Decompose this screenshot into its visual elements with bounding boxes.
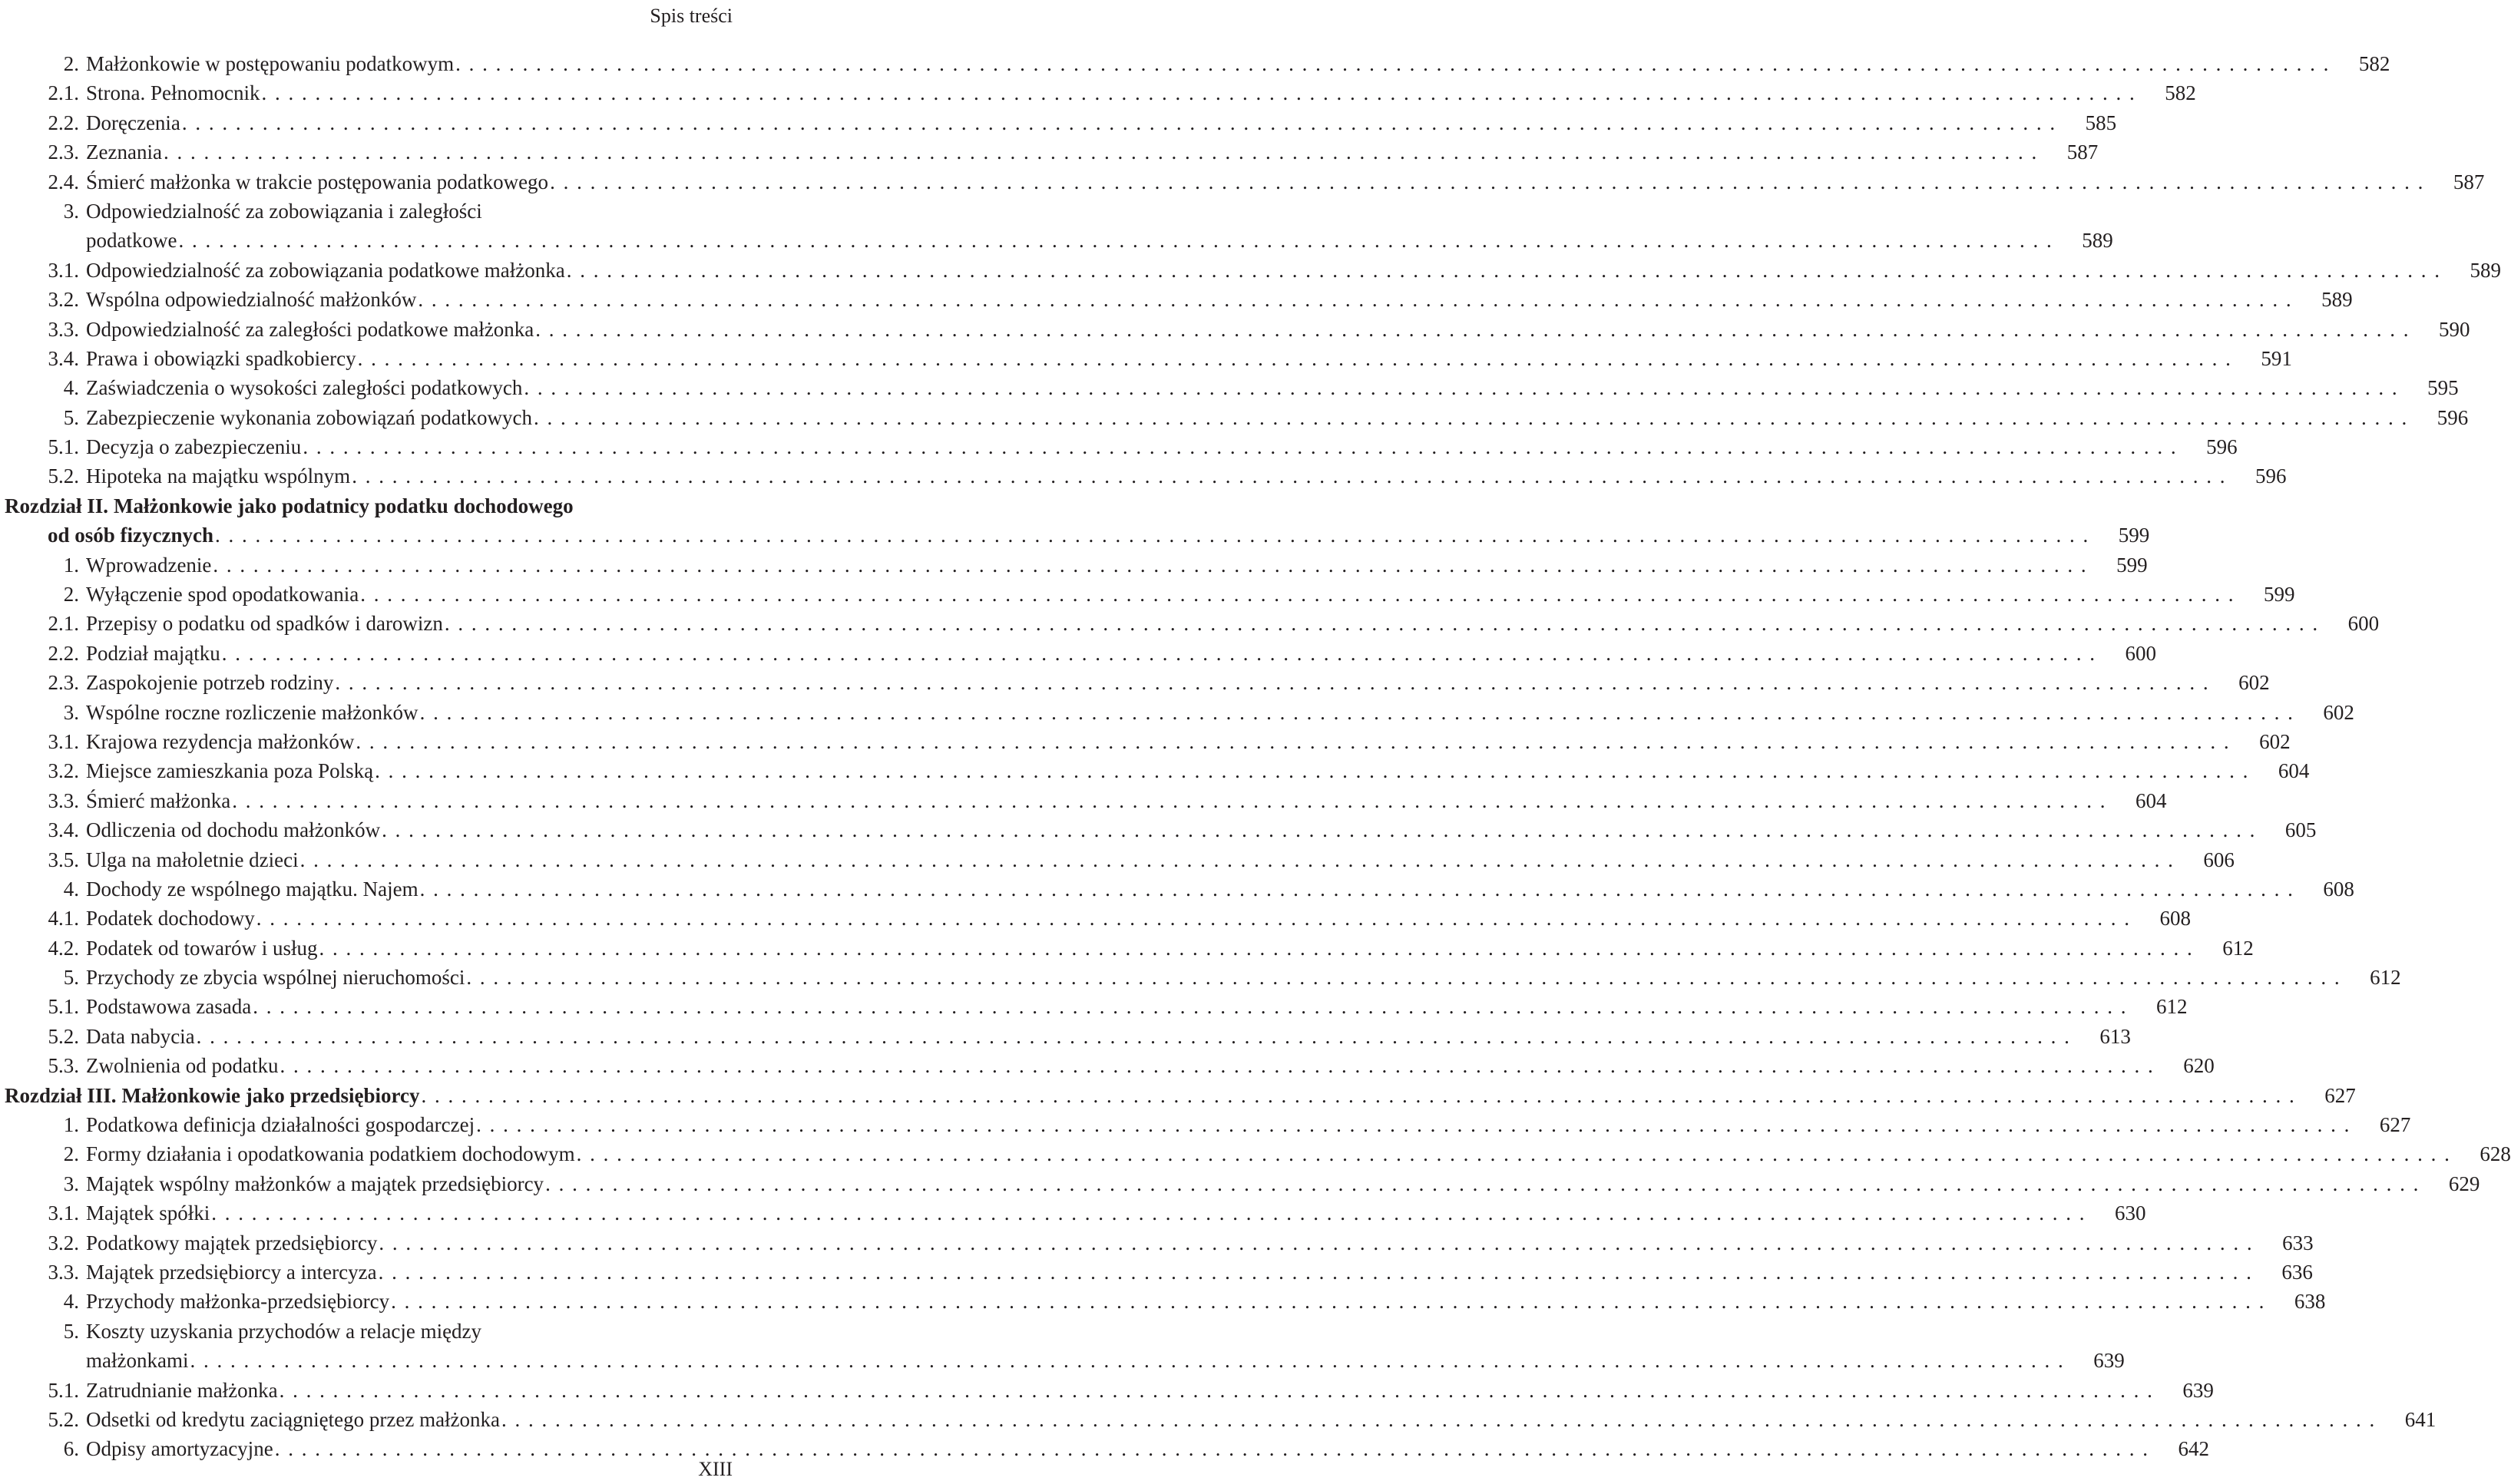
- toc-entry-title: podatkowe: [86, 229, 177, 253]
- toc-entry-number: 3.2.: [48, 288, 79, 312]
- toc-entry: [0, 78, 2196, 107]
- toc-entry-page-number: 613: [2099, 1024, 2131, 1048]
- toc-entry-title: od osób fizycznych: [48, 524, 213, 547]
- dot-leader: . . . . . . . . . . . . . . . . . . . . . . . . . . . . . . . . . . . . . . . . . . . . . . . . . . . . . . . . . . . . . . . . . . . . . . . . . . . . . . . . . . . . . . . . . . . . . . . . . . . . . . . . . . . . . . . . . . . . . . . . . . . . . . . . . . . . . . . . . . . .: [566, 258, 2442, 282]
- dot-leader: . . . . . . . . . . . . . . . . . . . . . . . . . . . . . . . . . . . . . . . . . . . . . . . . . . . . . . . . . . . . . . . . . . . . . . . . . . . . . . . . . . . . . . . . . . . . . . . . . . . . . . . . . . . . . . . . . . . . . . . . . . . . . . . . . . . . . . . . . . . .: [524, 376, 2399, 400]
- toc-entry-page-number: 600: [2347, 612, 2380, 636]
- dot-leader: . . . . . . . . . . . . . . . . . . . . . . . . . . . . . . . . . . . . . . . . . . . . . . . . . . . . . . . . . . . . . . . . . . . . . . . . . . . . . . . . . . . . . . . . . . . . . . . . . . . . . . . . . . . . . . . . . . . . . . . . . . . . . . . . . . . . . . . . . . . .: [375, 759, 2250, 783]
- toc-entry-number: 4.2.: [48, 936, 79, 960]
- toc-entry-title: Decyzja o zabezpieczeniu: [86, 435, 302, 459]
- toc-entry-page-number: 608: [2323, 877, 2354, 901]
- toc-entry-number: 3.: [63, 700, 79, 724]
- toc-entry-number: 2.3.: [48, 671, 79, 695]
- toc-entry-page-number: 596: [2437, 405, 2469, 429]
- toc-entry-number: 5.3.: [48, 1054, 79, 1078]
- dot-leader: . . . . . . . . . . . . . . . . . . . . . . . . . . . . . . . . . . . . . . . . . . . . . . . . . . . . . . . . . . . . . . . . . . . . . . . . . . . . . . . . . . . . . . . . . . . . . . . . . . . . . . . . . . . . . . . . . . . . . . . . . . . . . . . . . . . . . . . . . . . .: [535, 317, 2410, 341]
- dot-leader: . . . . . . . . . . . . . . . . . . . . . . . . . . . . . . . . . . . . . . . . . . . . . . . . . . . . . . . . . . . . . . . . . . . . . . . . . . . . . . . . . . . . . . . . . . . . . . . . . . . . . . . . . . . . . . . . . . . . . . . . . . . . . . . . . . . . . . . . . . . .: [190, 1349, 2065, 1373]
- toc-entry-page-number: 596: [2255, 464, 2287, 488]
- toc-entry-page-number: 630: [2114, 1201, 2146, 1225]
- toc-entry-title: Przychody małżonka-przedsiębiorcy: [86, 1290, 390, 1314]
- dot-leader: . . . . . . . . . . . . . . . . . . . . . . . . . . . . . . . . . . . . . . . . . . . . . . . . . . . . . . . . . . . . . . . . . . . . . . . . . . . . . . . . . . . . . . . . . . . . . . . . . . . . . . . . . . . . . . . . . . . . . . . . . . . . . . . . . . . . . . . . . . . .: [253, 995, 2128, 1019]
- toc-entry: [0, 491, 737, 521]
- toc-entry: [0, 786, 2167, 815]
- toc-entry-title: Odpowiedzialność za zaległości podatkowe małżonka: [86, 317, 534, 341]
- toc-entry-number: 5.2.: [48, 1407, 79, 1431]
- dot-leader: . . . . . . . . . . . . . . . . . . . . . . . . . . . . . . . . . . . . . . . . . . . . . . . . . . . . . . . . . . . . . . . . . . . . . . . . . . . . . . . . . . . . . . . . . . . . . . . . . . . . . . . . . . . . . . . . . . . . . . . . . . . . . . . . . . . . . . . . . . . .: [213, 553, 2088, 577]
- dot-leader: . . . . . . . . . . . . . . . . . . . . . . . . . . . . . . . . . . . . . . . . . . . . . . . . . . . . . . . . . . . . . . . . . . . . . . . . . . . . . . . . . . . . . . . . . . . . . . . . . . . . . . . . . . . . . . . . . . . . . . . . . . . . . . . . . . . . . . . . . . . .: [303, 435, 2178, 459]
- toc-entry: [0, 137, 2099, 167]
- dot-leader: . . . . . . . . . . . . . . . . . . . . . . . . . . . . . . . . . . . . . . . . . . . . . . . . . . . . . . . . . . . . . . . . . . . . . . . . . . . . . . . . . . . . . . . . . . . . . . . . . . . . . . . . . . . . . . . . . . . . . . . . . . . . . . . . . . . . . . . . . . . .: [280, 1054, 2155, 1078]
- toc-entry: [0, 344, 2292, 373]
- dot-leader: . . . . . . . . . . . . . . . . . . . . . . . . . . . . . . . . . . . . . . . . . . . . . . . . . . . . . . . . . . . . . . . . . . . . . . . . . . . . . . . . . . . . . . . . . . . . . . . . . . . . . . . . . . . . . . . . . . . . . . . . . . . . . . . . . . . . . . . . . . . .: [421, 1083, 2296, 1107]
- dot-leader: . . . . . . . . . . . . . . . . . . . . . . . . . . . . . . . . . . . . . . . . . . . . . . . . . . . . . . . . . . . . . . . . . . . . . . . . . . . . . . . . . . . . . . . . . . . . . . . . . . . . . . . . . . . . . . . . . . . . . . . . . . . . . . . . . . . . . . . . . . . .: [576, 1142, 2451, 1166]
- toc-entry-number: 3.2.: [48, 759, 79, 783]
- toc-entry-page-number: 595: [2427, 376, 2459, 400]
- toc-entry-number: 4.: [63, 1290, 79, 1314]
- dot-leader: . . . . . . . . . . . . . . . . . . . . . . . . . . . . . . . . . . . . . . . . . . . . . . . . . . . . . . . . . . . . . . . . . . . . . . . . . . . . . . . . . . . . . . . . . . . . . . . . . . . . . . . . . . . . . . . . . . . . . . . . . . . . . . . . . . . . . . . . . . . .: [391, 1290, 2266, 1314]
- toc-entry-title: małżonkami: [86, 1349, 189, 1373]
- toc-entry-page-number: 639: [2182, 1378, 2214, 1402]
- toc-entry: [0, 1346, 2125, 1375]
- toc-entry-title: Wspólna odpowiedzialność małżonków: [86, 288, 417, 312]
- dot-leader: . . . . . . . . . . . . . . . . . . . . . . . . . . . . . . . . . . . . . . . . . . . . . . . . . . . . . . . . . . . . . . . . . . . . . . . . . . . . . . . . . . . . . . . . . . . . . . . . . . . . . . . . . . . . . . . . . . . . . . . . . . . . . . . . . . . . . . . . . . . .: [419, 700, 2294, 724]
- toc-entry: [0, 256, 2502, 285]
- toc-entry-number: 3.1.: [48, 1201, 79, 1225]
- toc-entry-title: Majątek spółki: [86, 1201, 210, 1225]
- toc-entry: [0, 1110, 2411, 1139]
- toc-entry-number: Rozdział II.: [5, 494, 108, 517]
- toc-entry-title: Odpowiedzialność za zobowiązania podatkowe małżonka: [86, 258, 565, 282]
- toc-entry-page-number: 585: [2085, 111, 2117, 134]
- toc-entry-page-number: 628: [2480, 1142, 2511, 1166]
- toc-entry: [0, 756, 2310, 785]
- dot-leader: . . . . . . . . . . . . . . . . . . . . . . . . . . . . . . . . . . . . . . . . . . . . . . . . . . . . . . . . . . . . . . . . . . . . . . . . . . . . . . . . . . . . . . . . . . . . . . . . . . . . . . . . . . . . . . . . . . . . . . . . . . . . . . . . . . . . . . . . . . . .: [232, 788, 2107, 812]
- toc-entry-title: Odliczenia od dochodu małżonków: [86, 818, 381, 842]
- toc-entry-title: Małżonkowie w postępowaniu podatkowym: [86, 51, 455, 75]
- toc-entry-page-number: 639: [2093, 1349, 2125, 1373]
- toc-entry-page-number: 604: [2135, 788, 2167, 812]
- toc-entry: [0, 1228, 2314, 1258]
- dot-leader: . . . . . . . . . . . . . . . . . . . . . . . . . . . . . . . . . . . . . . . . . . . . . . . . . . . . . . . . . . . . . . . . . . . . . . . . . . . . . . . . . . . . . . . . . . . . . . . . . . . . . . . . . . . . . . . . . . . . . . . . . . . . . . . . . . . . . . . . . . . .: [550, 170, 2425, 193]
- toc-entry-title: Koszty uzyskania przychodów a relacje między: [86, 1319, 482, 1343]
- toc-entry-title: Odpowiedzialność za zobowiązania i zaległości: [86, 199, 482, 223]
- dot-leader: . . . . . . . . . . . . . . . . . . . . . . . . . . . . . . . . . . . . . . . . . . . . . . . . . . . . . . . . . . . . . . . . . . . . . . . . . . . . . . . . . . . . . . . . . . . . . . . . . . . . . . . . . . . . . . . . . . . . . . . . . . . . . . . . . . . . . . . . . . . .: [419, 877, 2294, 901]
- toc-entry: [0, 1051, 2215, 1080]
- toc-entry-page-number: 599: [2264, 583, 2295, 606]
- dot-leader: . . . . . . . . . . . . . . . . . . . . . . . . . . . . . . . . . . . . . . . . . . . . . . . . . . . . . . . . . . . . . . . . . . . . . . . . . . . . . . . . . . . . . . . . . . . . . . . . . . . . . . . . . . . . . . . . . . . . . . . . . . . . . . . . . . . . . . . . . . . .: [163, 140, 2039, 164]
- dot-leader: . . . . . . . . . . . . . . . . . . . . . . . . . . . . . . . . . . . . . . . . . . . . . . . . . . . . . . . . . . . . . . . . . . . . . . . . . . . . . . . . . . . . . . . . . . . . . . . . . . . . . . . . . . . . . . . . . . . . . . . . . . . . . . . . . . . . . . . . . . . .: [382, 818, 2257, 842]
- toc-entry-number: 1.: [63, 553, 79, 577]
- toc-entry-title: Data nabycia: [86, 1024, 195, 1048]
- toc-entry-number: 2.3.: [48, 140, 79, 164]
- toc-entry-number: 5.1.: [48, 995, 79, 1019]
- toc-entry-title: Doręczenia: [86, 111, 180, 134]
- toc-entry-page-number: 605: [2284, 818, 2317, 842]
- toc-entry-page-number: 599: [2116, 553, 2148, 577]
- dot-leader: . . . . . . . . . . . . . . . . . . . . . . . . . . . . . . . . . . . . . . . . . . . . . . . . . . . . . . . . . . . . . . . . . . . . . . . . . . . . . . . . . . . . . . . . . . . . . . . . . . . . . . . . . . . . . . . . . . . . . . . . . . . . . . . . . . . . . . . . . . . .: [319, 936, 2194, 960]
- toc-entry-number: 3.1.: [48, 258, 79, 282]
- toc-entry-title: Strona. Pełnomocnik: [86, 81, 260, 105]
- toc-entry-title: Podstawowa zasada: [86, 995, 252, 1019]
- toc-entry: [0, 1317, 737, 1346]
- dot-leader: . . . . . . . . . . . . . . . . . . . . . . . . . . . . . . . . . . . . . . . . . . . . . . . . . . . . . . . . . . . . . . . . . . . . . . . . . . . . . . . . . . . . . . . . . . . . . . . . . . . . . . . . . . . . . . . . . . . . . . . . . . . . . . . . . . . . . . . . . . . .: [335, 671, 2210, 695]
- toc-entry-title: Zwolnienia od podatku: [86, 1054, 279, 1078]
- toc-entry-title: Przepisy o podatku od spadków i darowizn: [86, 612, 443, 636]
- toc-entry-page-number: 606: [2203, 848, 2235, 871]
- toc-entry: [0, 904, 2191, 933]
- toc-entry: [0, 609, 2380, 638]
- dot-leader: . . . . . . . . . . . . . . . . . . . . . . . . . . . . . . . . . . . . . . . . . . . . . . . . . . . . . . . . . . . . . . . . . . . . . . . . . . . . . . . . . . . . . . . . . . . . . . . . . . . . . . . . . . . . . . . . . . . . . . . . . . . . . . . . . . . . . . . . . . . .: [545, 1172, 2420, 1195]
- toc-entry-number: 5.2.: [48, 464, 79, 488]
- dot-leader: . . . . . . . . . . . . . . . . . . . . . . . . . . . . . . . . . . . . . . . . . . . . . . . . . . . . . . . . . . . . . . . . . . . . . . . . . . . . . . . . . . . . . . . . . . . . . . . . . . . . . . . . . . . . . . . . . . . . . . . . . . . . . . . . . . . . . . . . . . . .: [357, 346, 2232, 370]
- toc-entry-number: 3.: [63, 199, 79, 223]
- toc-entry-number: 2.1.: [48, 612, 79, 636]
- toc-entry-title: Zaspokojenie potrzeb rodziny: [86, 671, 334, 695]
- toc-entry-title: Wprowadzenie: [86, 553, 212, 577]
- toc-entry-title: Wspólne roczne rozliczenie małżonków: [86, 700, 418, 724]
- toc-entry: [0, 373, 2459, 402]
- toc-entry-page-number: 602: [2259, 729, 2291, 753]
- dot-leader: . . . . . . . . . . . . . . . . . . . . . . . . . . . . . . . . . . . . . . . . . . . . . . . . . . . . . . . . . . . . . . . . . . . . . . . . . . . . . . . . . . . . . . . . . . . . . . . . . . . . . . . . . . . . . . . . . . . . . . . . . . . . . . . . . . . . . . . . . . . .: [256, 907, 2131, 930]
- toc-entry: [0, 815, 2317, 844]
- toc-entry-title: Zaświadczenia o wysokości zaległości podatkowych: [86, 376, 523, 400]
- toc-entry-number: 3.2.: [48, 1231, 79, 1254]
- toc-entry-number: 2.1.: [48, 81, 79, 105]
- toc-entry: [0, 1022, 2131, 1051]
- toc-entry-number: 5.1.: [48, 1378, 79, 1402]
- toc-entry-page-number: 587: [2066, 140, 2099, 164]
- toc-entry-number: 3.: [63, 1172, 79, 1195]
- toc-entry-page-number: 612: [2370, 966, 2401, 990]
- toc-entry-title: Majątek przedsiębiorcy a intercyza: [86, 1261, 377, 1284]
- toc-entry: [0, 874, 2354, 904]
- toc-entry: [0, 1081, 2356, 1110]
- toc-entry: [0, 1434, 2209, 1463]
- dot-leader: . . . . . . . . . . . . . . . . . . . . . . . . . . . . . . . . . . . . . . . . . . . . . . . . . . . . . . . . . . . . . . . . . . . . . . . . . . . . . . . . . . . . . . . . . . . . . . . . . . . . . . . . . . . . . . . . . . . . . . . . . . . . . . . . . . . . . . . . . . . .: [274, 1437, 2149, 1461]
- toc-entry-page-number: 589: [2321, 288, 2353, 312]
- toc-entry-number: 5.1.: [48, 435, 79, 459]
- dot-leader: . . . . . . . . . . . . . . . . . . . . . . . . . . . . . . . . . . . . . . . . . . . . . . . . . . . . . . . . . . . . . . . . . . . . . . . . . . . . . . . . . . . . . . . . . . . . . . . . . . . . . . . . . . . . . . . . . . . . . . . . . . . . . . . . . . . . . . . . . . . .: [261, 81, 2136, 105]
- table-of-contents: [0, 49, 2511, 1464]
- toc-entry-title: Odpisy amortyzacyjne: [86, 1437, 273, 1461]
- toc-entry-page-number: 604: [2278, 759, 2310, 783]
- toc-entry-page-number: 590: [2439, 317, 2470, 341]
- dot-leader: . . . . . . . . . . . . . . . . . . . . . . . . . . . . . . . . . . . . . . . . . . . . . . . . . . . . . . . . . . . . . . . . . . . . . . . . . . . . . . . . . . . . . . . . . . . . . . . . . . . . . . . . . . . . . . . . . . . . . . . . . . . . . . . . . . . . . . . . . . . .: [196, 1024, 2071, 1048]
- dot-leader: . . . . . . . . . . . . . . . . . . . . . . . . . . . . . . . . . . . . . . . . . . . . . . . . . . . . . . . . . . . . . . . . . . . . . . . . . . . . . . . . . . . . . . . . . . . . . . . . . . . . . . . . . . . . . . . . . . . . . . . . . . . . . . . . . . . . . . . . . . . .: [501, 1407, 2377, 1431]
- toc-entry: [0, 461, 2287, 491]
- toc-entry: [0, 1405, 2437, 1434]
- toc-entry: [0, 639, 2156, 668]
- dot-leader: . . . . . . . . . . . . . . . . . . . . . . . . . . . . . . . . . . . . . . . . . . . . . . . . . . . . . . . . . . . . . . . . . . . . . . . . . . . . . . . . . . . . . . . . . . . . . . . . . . . . . . . . . . . . . . . . . . . . . . . . . . . . . . . . . . . . . . . . . . . .: [466, 966, 2341, 990]
- toc-entry: [0, 49, 2390, 78]
- toc-entry-number: 3.3.: [48, 788, 79, 812]
- toc-entry: [0, 1258, 2313, 1287]
- page-number: XIII: [698, 1458, 733, 1480]
- toc-entry-page-number: 602: [2323, 700, 2354, 724]
- toc-entry: [0, 698, 2354, 727]
- toc-entry-number: 5.: [63, 966, 79, 990]
- toc-entry: [0, 315, 2470, 344]
- toc-entry-title: Zeznania: [86, 140, 162, 164]
- toc-entry-number: 3.5.: [48, 848, 79, 871]
- toc-entry: [0, 845, 2235, 874]
- running-head: Spis treści: [650, 5, 733, 27]
- toc-entry-title: Dochody ze wspólnego majątku. Najem: [86, 877, 418, 901]
- dot-leader: . . . . . . . . . . . . . . . . . . . . . . . . . . . . . . . . . . . . . . . . . . . . . . . . . . . . . . . . . . . . . . . . . . . . . . . . . . . . . . . . . . . . . . . . . . . . . . . . . . . . . . . . . . . . . . . . . . . . . . . . . . . . . . . . . . . . . . . . . . . .: [178, 229, 2053, 253]
- toc-entry: [0, 934, 2254, 963]
- toc-entry-title: Małżonkowie jako podatnicy podatku dochodowego: [114, 494, 574, 517]
- toc-entry-page-number: 591: [2261, 346, 2292, 370]
- toc-entry-title: Zabezpieczenie wykonania zobowiązań podatkowych: [86, 405, 532, 429]
- dot-leader: . . . . . . . . . . . . . . . . . . . . . . . . . . . . . . . . . . . . . . . . . . . . . . . . . . . . . . . . . . . . . . . . . . . . . . . . . . . . . . . . . . . . . . . . . . . . . . . . . . . . . . . . . . . . . . . . . . . . . . . . . . . . . . . . . . . . . . . . . . . .: [352, 464, 2227, 488]
- toc-entry: [0, 521, 2150, 550]
- toc-entry-page-number: 589: [2082, 229, 2113, 253]
- toc-entry-title: Ulga na małoletnie dzieci: [86, 848, 299, 871]
- toc-entry-page-number: 596: [2206, 435, 2238, 459]
- dot-leader: . . . . . . . . . . . . . . . . . . . . . . . . . . . . . . . . . . . . . . . . . . . . . . . . . . . . . . . . . . . . . . . . . . . . . . . . . . . . . . . . . . . . . . . . . . . . . . . . . . . . . . . . . . . . . . . . . . . . . . . . . . . . . . . . . . . . . . . . . . . .: [534, 405, 2409, 429]
- toc-entry-page-number: 612: [2222, 936, 2254, 960]
- toc-entry: [0, 550, 2148, 580]
- toc-entry-number: 3.3.: [48, 317, 79, 341]
- toc-entry-page-number: 582: [2165, 81, 2196, 105]
- dot-leader: . . . . . . . . . . . . . . . . . . . . . . . . . . . . . . . . . . . . . . . . . . . . . . . . . . . . . . . . . . . . . . . . . . . . . . . . . . . . . . . . . . . . . . . . . . . . . . . . . . . . . . . . . . . . . . . . . . . . . . . . . . . . . . . . . . . . . . . . . . . .: [476, 1113, 2351, 1137]
- dot-leader: . . . . . . . . . . . . . . . . . . . . . . . . . . . . . . . . . . . . . . . . . . . . . . . . . . . . . . . . . . . . . . . . . . . . . . . . . . . . . . . . . . . . . . . . . . . . . . . . . . . . . . . . . . . . . . . . . . . . . . . . . . . . . . . . . . . . . . . . . . . .: [455, 51, 2331, 75]
- toc-entry-page-number: 600: [2125, 641, 2156, 665]
- dot-leader: . . . . . . . . . . . . . . . . . . . . . . . . . . . . . . . . . . . . . . . . . . . . . . . . . . . . . . . . . . . . . . . . . . . . . . . . . . . . . . . . . . . . . . . . . . . . . . . . . . . . . . . . . . . . . . . . . . . . . . . . . . . . . . . . . . . . . . . . . . . .: [418, 288, 2293, 312]
- toc-entry: [0, 993, 2188, 1022]
- toc-entry-number: 4.: [63, 376, 79, 400]
- toc-entry-page-number: 642: [2178, 1437, 2209, 1461]
- toc-entry-title: Podatek od towarów i usług: [86, 936, 318, 960]
- toc-entry-title: Odsetki od kredytu zaciągniętego przez małżonka: [86, 1407, 501, 1431]
- toc-entry-page-number: 582: [2358, 51, 2390, 75]
- toc-entry-page-number: 599: [2118, 524, 2150, 547]
- toc-entry-title: Małżonkowie jako przedsiębiorcy: [121, 1083, 420, 1107]
- toc-entry-number: 5.: [63, 1319, 79, 1343]
- toc-entry-number: 3.4.: [48, 346, 79, 370]
- toc-entry-number: 2.2.: [48, 111, 79, 134]
- toc-entry-page-number: 636: [2281, 1261, 2313, 1284]
- toc-entry: [0, 197, 737, 226]
- toc-entry: [0, 727, 2291, 756]
- toc-entry-page-number: 641: [2404, 1407, 2437, 1431]
- toc-entry: [0, 580, 2295, 609]
- toc-entry-number: 2.2.: [48, 641, 79, 665]
- toc-entry: [0, 1376, 2214, 1405]
- toc-entry-page-number: 627: [2324, 1083, 2356, 1107]
- toc-entry-page-number: 602: [2238, 671, 2270, 695]
- toc-entry-title: Hipoteka na majątku wspólnym: [86, 464, 351, 488]
- toc-entry: [0, 403, 2469, 432]
- toc-entry-number: 3.4.: [48, 818, 79, 842]
- toc-entry: [0, 963, 2401, 992]
- dot-leader: . . . . . . . . . . . . . . . . . . . . . . . . . . . . . . . . . . . . . . . . . . . . . . . . . . . . . . . . . . . . . . . . . . . . . . . . . . . . . . . . . . . . . . . . . . . . . . . . . . . . . . . . . . . . . . . . . . . . . . . . . . . . . . . . . . . . . . . . . . . .: [221, 641, 2096, 665]
- dot-leader: . . . . . . . . . . . . . . . . . . . . . . . . . . . . . . . . . . . . . . . . . . . . . . . . . . . . . . . . . . . . . . . . . . . . . . . . . . . . . . . . . . . . . . . . . . . . . . . . . . . . . . . . . . . . . . . . . . . . . . . . . . . . . . . . . . . . . . . . . . . .: [356, 729, 2231, 753]
- toc-entry-page-number: 633: [2282, 1231, 2314, 1254]
- dot-leader: . . . . . . . . . . . . . . . . . . . . . . . . . . . . . . . . . . . . . . . . . . . . . . . . . . . . . . . . . . . . . . . . . . . . . . . . . . . . . . . . . . . . . . . . . . . . . . . . . . . . . . . . . . . . . . . . . . . . . . . . . . . . . . . . . . . . . . . . . . . .: [379, 1231, 2254, 1254]
- toc-entry-number: 1.: [63, 1113, 79, 1137]
- toc-entry-number: 3.3.: [48, 1261, 79, 1284]
- toc-entry-number: 4.: [63, 877, 79, 901]
- toc-entry-title: Śmierć małżonka: [86, 788, 231, 812]
- toc-entry-title: Zatrudnianie małżonka: [86, 1378, 278, 1402]
- toc-entry: [0, 432, 2238, 461]
- toc-entry-page-number: 589: [2470, 258, 2502, 282]
- toc-entry-page-number: 629: [2448, 1172, 2480, 1195]
- toc-entry-page-number: 612: [2155, 995, 2188, 1019]
- toc-entry-title: Podatkowa definicja działalności gospodarczej: [86, 1113, 475, 1137]
- dot-leader: . . . . . . . . . . . . . . . . . . . . . . . . . . . . . . . . . . . . . . . . . . . . . . . . . . . . . . . . . . . . . . . . . . . . . . . . . . . . . . . . . . . . . . . . . . . . . . . . . . . . . . . . . . . . . . . . . . . . . . . . . . . . . . . . . . . . . . . . . . . .: [360, 583, 2235, 606]
- toc-entry-page-number: 627: [2379, 1113, 2411, 1137]
- dot-leader: . . . . . . . . . . . . . . . . . . . . . . . . . . . . . . . . . . . . . . . . . . . . . . . . . . . . . . . . . . . . . . . . . . . . . . . . . . . . . . . . . . . . . . . . . . . . . . . . . . . . . . . . . . . . . . . . . . . . . . . . . . . . . . . . . . . . . . . . . . . .: [181, 111, 2057, 134]
- dot-leader: . . . . . . . . . . . . . . . . . . . . . . . . . . . . . . . . . . . . . . . . . . . . . . . . . . . . . . . . . . . . . . . . . . . . . . . . . . . . . . . . . . . . . . . . . . . . . . . . . . . . . . . . . . . . . . . . . . . . . . . . . . . . . . . . . . . . . . . . . . . .: [444, 612, 2320, 636]
- toc-entry-title: Prawa i obowiązki spadkobiercy: [86, 346, 356, 370]
- toc-entry: [0, 226, 2113, 255]
- toc-entry-page-number: 620: [2183, 1054, 2215, 1078]
- toc-entry-title: Krajowa rezydencja małżonków: [86, 729, 355, 753]
- toc-entry-number: 5.2.: [48, 1024, 79, 1048]
- toc-entry: [0, 1169, 2480, 1198]
- toc-entry: [0, 1198, 2146, 1228]
- dot-leader: . . . . . . . . . . . . . . . . . . . . . . . . . . . . . . . . . . . . . . . . . . . . . . . . . . . . . . . . . . . . . . . . . . . . . . . . . . . . . . . . . . . . . . . . . . . . . . . . . . . . . . . . . . . . . . . . . . . . . . . . . . . . . . . . . . . . . . . . . . . .: [211, 1201, 2086, 1225]
- toc-entry-title: Miejsce zamieszkania poza Polską: [86, 759, 374, 783]
- toc-entry: [0, 668, 2270, 697]
- toc-entry: [0, 167, 2485, 197]
- toc-entry-title: Śmierć małżonka w trakcie postępowania podatkowego: [86, 170, 549, 193]
- toc-entry-number: 3.1.: [48, 729, 79, 753]
- toc-entry-number: 5.: [63, 405, 79, 429]
- toc-entry-title: Podatek dochodowy: [86, 907, 255, 930]
- dot-leader: . . . . . . . . . . . . . . . . . . . . . . . . . . . . . . . . . . . . . . . . . . . . . . . . . . . . . . . . . . . . . . . . . . . . . . . . . . . . . . . . . . . . . . . . . . . . . . . . . . . . . . . . . . . . . . . . . . . . . . . . . . . . . . . . . . . . . . . . . . . .: [299, 848, 2175, 871]
- toc-entry-title: Wyłączenie spod opodatkowania: [86, 583, 359, 606]
- toc-entry-number: 4.1.: [48, 907, 79, 930]
- toc-entry-title: Majątek wspólny małżonków a majątek przedsiębiorcy: [86, 1172, 544, 1195]
- toc-entry-number: 6.: [63, 1437, 79, 1461]
- toc-entry-number: 2.: [63, 1142, 79, 1166]
- toc-entry-title: Podział majątku: [86, 641, 220, 665]
- toc-entry-page-number: 638: [2294, 1290, 2326, 1314]
- toc-entry-title: Formy działania i opodatkowania podatkiem dochodowym: [86, 1142, 575, 1166]
- toc-entry-number: 2.: [63, 51, 79, 75]
- toc-entry-page-number: 587: [2453, 170, 2485, 193]
- toc-entry-number: Rozdział III.: [5, 1083, 117, 1107]
- dot-leader: . . . . . . . . . . . . . . . . . . . . . . . . . . . . . . . . . . . . . . . . . . . . . . . . . . . . . . . . . . . . . . . . . . . . . . . . . . . . . . . . . . . . . . . . . . . . . . . . . . . . . . . . . . . . . . . . . . . . . . . . . . . . . . . . . . . . . . . . . . . .: [215, 524, 2090, 547]
- dot-leader: . . . . . . . . . . . . . . . . . . . . . . . . . . . . . . . . . . . . . . . . . . . . . . . . . . . . . . . . . . . . . . . . . . . . . . . . . . . . . . . . . . . . . . . . . . . . . . . . . . . . . . . . . . . . . . . . . . . . . . . . . . . . . . . . . . . . . . . . . . . .: [378, 1261, 2253, 1284]
- toc-entry: [0, 1139, 2511, 1168]
- toc-entry-page-number: 608: [2159, 907, 2191, 930]
- toc-entry: [0, 108, 2117, 137]
- dot-leader: . . . . . . . . . . . . . . . . . . . . . . . . . . . . . . . . . . . . . . . . . . . . . . . . . . . . . . . . . . . . . . . . . . . . . . . . . . . . . . . . . . . . . . . . . . . . . . . . . . . . . . . . . . . . . . . . . . . . . . . . . . . . . . . . . . . . . . . . . . . .: [279, 1378, 2154, 1402]
- toc-entry-title: Przychody ze zbycia wspólnej nieruchomości: [86, 966, 465, 990]
- toc-entry: [0, 1287, 2326, 1316]
- toc-entry-title: Podatkowy majątek przedsiębiorcy: [86, 1231, 378, 1254]
- toc-entry-number: 2.: [63, 583, 79, 606]
- toc-entry: [0, 285, 2353, 314]
- toc-entry-number: 2.4.: [48, 170, 79, 193]
